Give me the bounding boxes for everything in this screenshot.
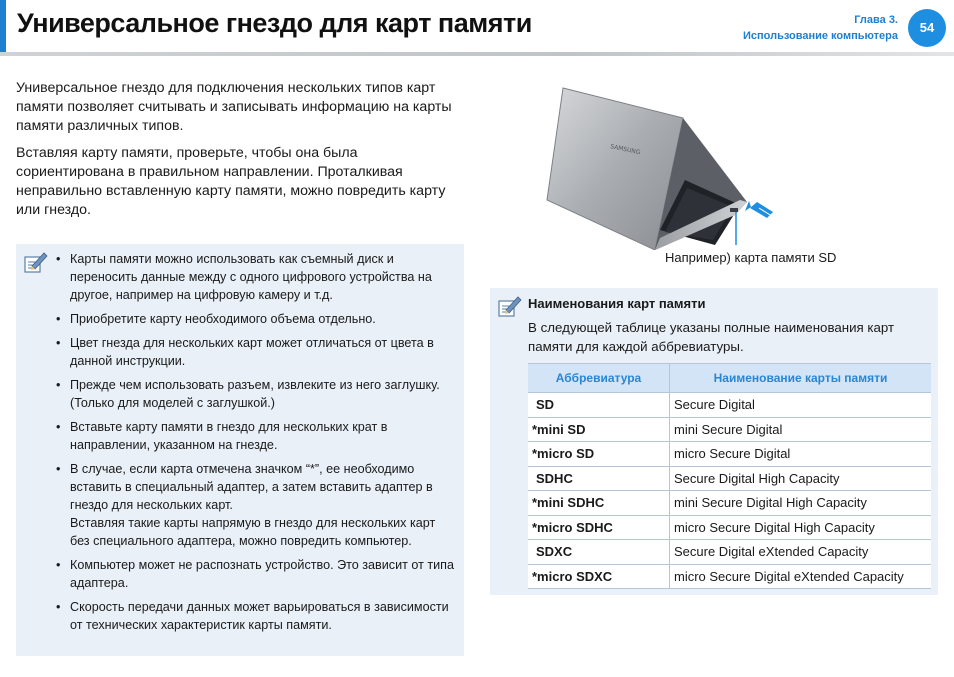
abbreviation-cell: SDHC — [528, 466, 670, 491]
list-item: • Вставьте карту памяти в гнездо для нескольких крат в направлении, указанном на гнезде. — [54, 418, 456, 454]
list-item-text-continued: Вставляя такие карты напрямую в гнездо для нескольких карт без специального адаптера, можно повредить компьютер. — [70, 516, 436, 548]
full-name-cell: Secure Digital High Capacity — [670, 466, 932, 491]
abbreviation-cell: *mini SD — [528, 417, 670, 442]
table-row — [528, 442, 931, 467]
laptop-illustration — [535, 80, 785, 250]
page-header — [0, 0, 954, 60]
full-name-cell: mini Secure Digital — [670, 417, 932, 442]
card-names-title: Наименования карт памяти — [528, 296, 706, 311]
chapter-label — [743, 12, 898, 44]
list-item-text: В случае, если карта отмечена значком “*”, ее необходимо вставить в специальный адаптер, а затем вставить адаптер в гнездо для нескольких карт. — [70, 462, 433, 512]
table-row — [528, 466, 931, 491]
card-names-description: В следующей таблице указаны полные наименования карт памяти для каждой аббревиатуры. — [528, 320, 895, 354]
abbreviation-cell: *micro SDHC — [528, 515, 670, 540]
card-names-box — [490, 288, 938, 595]
intro-paragraph-1: Универсальное гнездо для подключения нескольких типов карт памяти позволяет считывать и записывать информацию на карты памяти различных типов. — [16, 80, 452, 134]
list-item: • Приобретите карту необходимого объема отдельно. — [54, 310, 456, 328]
intro-paragraph-2: Вставляя карту памяти, проверьте, чтобы она была сориентирована в правильном направлении. Проталкивая неправильно вставленную карту памяти, можно повредить карту или гнездо. — [16, 145, 446, 218]
table-row — [528, 491, 931, 516]
page-title: Универсальное гнездо для карт памяти — [17, 8, 532, 38]
abbreviation-cell: *micro SDXC — [528, 564, 670, 589]
note-pencil-icon — [496, 294, 522, 320]
table-header-row — [528, 364, 931, 393]
list-item: • Скорость передачи данных может варьироваться в зависимости от технических характеристик карты памяти. — [54, 598, 456, 634]
card-names-table — [528, 363, 931, 589]
list-item: • Карты памяти можно использовать как съемный диск и переносить данные между с одного цифрового устройства на другое, например на цифровую камеру и т.д. — [54, 250, 456, 304]
full-name-cell: Secure Digital — [670, 393, 932, 418]
list-item: • Прежде чем использовать разъем, извлеките из него заглушку. (Только для моделей с заглушкой.) — [54, 376, 456, 412]
chapter-number: Глава 3. — [854, 14, 898, 26]
header-accent-bar — [0, 0, 6, 52]
list-item: • Компьютер может не распознать устройство. Это зависит от типа адаптера. — [54, 556, 456, 592]
table-row — [528, 393, 931, 418]
page-number-badge: 54 — [908, 9, 946, 47]
laptop-logo: SAMSUNG — [609, 143, 641, 157]
insert-arrow-icon — [745, 201, 775, 218]
full-name-cell: Secure Digital eXtended Capacity — [670, 540, 932, 565]
abbreviation-cell: *mini SDHC — [528, 491, 670, 516]
notes-list — [54, 250, 456, 640]
column-header-full-name: Наименование карты памяти — [670, 364, 932, 393]
table-row — [528, 540, 931, 565]
list-item — [54, 460, 456, 550]
note-pencil-icon — [22, 250, 48, 276]
notes-box — [16, 244, 464, 656]
full-name-cell: micro Secure Digital High Capacity — [670, 515, 932, 540]
table-row — [528, 515, 931, 540]
chapter-title: Использование компьютера — [742, 30, 898, 42]
column-header-abbreviation: Аббревиатура — [528, 364, 670, 393]
table-row — [528, 417, 931, 442]
abbreviation-cell: SD — [528, 393, 670, 418]
table-row — [528, 564, 931, 589]
full-name-cell: micro Secure Digital eXtended Capacity — [670, 564, 932, 589]
header-divider — [0, 52, 954, 56]
figure-caption: Например) карта памяти SD — [665, 250, 837, 265]
abbreviation-cell: *micro SD — [528, 442, 670, 467]
full-name-cell: micro Secure Digital — [670, 442, 932, 467]
abbreviation-cell: SDXC — [528, 540, 670, 565]
list-item: • Цвет гнезда для нескольких карт может отличаться от цвета в данной инструкции. — [54, 334, 456, 370]
full-name-cell: mini Secure Digital High Capacity — [670, 491, 932, 516]
intro-text — [16, 79, 461, 228]
